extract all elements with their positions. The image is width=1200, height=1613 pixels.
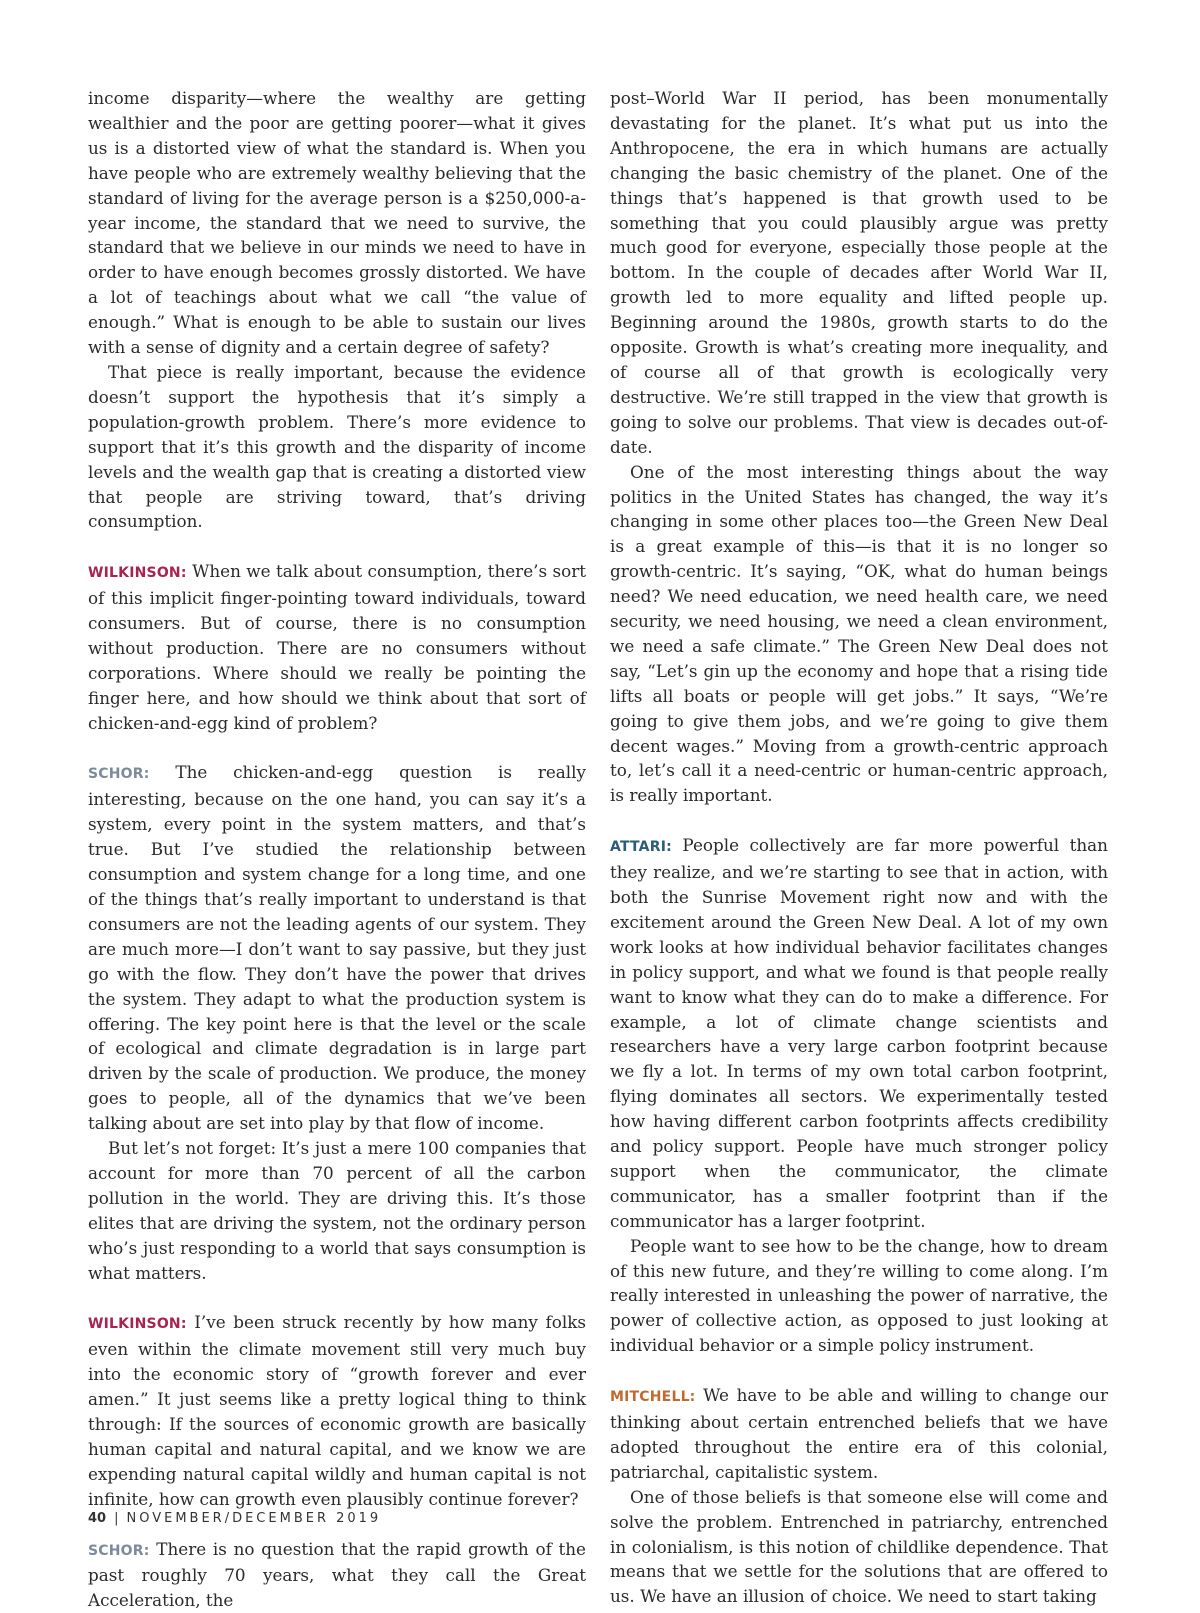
- paragraph: [88, 86, 586, 360]
- right-column: [610, 86, 1108, 1609]
- paragraph-text: That piece is really important, because the evidence doesn’t support the hypothesis that it’s simply a population-growth problem. There’s more evidence to support that it’s this growth and the disparity of income levels and the wealth gap that is creating a distorted view that people are striving toward, that’s driving consumption.: [88, 362, 586, 531]
- paragraph: [88, 1136, 586, 1285]
- issue-date: NOVEMBER/DECEMBER 2019: [126, 1511, 381, 1526]
- speaker-label-attari: ATTARI:: [610, 839, 672, 855]
- speech-paragraph: [610, 833, 1108, 1234]
- page-footer: [88, 1511, 381, 1526]
- paragraph: [610, 1485, 1108, 1610]
- speaker-label-wilkinson: WILKINSON:: [88, 1316, 187, 1332]
- paragraph-text: When we talk about consumption, there’s sort of this implicit finger-pointing toward individuals, toward consumers. But of course, there is no consumption without production. There are no consumers without corporations. Where should we really be pointing the finger here, and how should we think about that sort of chicken-and-egg kind of problem?: [88, 561, 586, 732]
- speaker-label-schor: SCHOR:: [88, 1543, 150, 1559]
- paragraph-text: People want to see how to be the change, how to dream of this new future, and they’re willing to come along. I’m really interested in unleashing the power of narrative, the power of collective action, as opposed to just looking at individual behavior or a simple policy instrument.: [610, 1236, 1108, 1356]
- paragraph-text: income disparity—where the wealthy are getting wealthier and the poor are getting poorer—what it gives us is a distorted view of what the standard is. When you have people who are extremely wealthy believing that the standard of living for the average person is a $250,000-a-year income, the standard that we need to survive, the standard that we believe in our minds we need to have in order to have enough becomes grossly distorted. We have a lot of teachings about what we call “the value of enough.” What is enough to be able to sustain our lives with a sense of dignity and a certain degree of safety?: [88, 88, 586, 357]
- paragraph-text: People collectively are far more powerful than they realize, and we’re starting to see that in action, with both the Sunrise Movement right now and with the excitement around the Green New Deal. A lot of my own work looks at how individual behavior facilitates changes in policy support, and what we found is that people really want to know what they can do to make a difference. For example, a lot of climate change scientists and researchers have a very large carbon footprint because we fly a lot. In terms of my own total carbon footprint, flying dominates all sectors. We experimentally tested how having different carbon footprints affects credibility and policy support. People have much stronger policy support when the communicator, the climate communicator, has a smaller footprint than if the communicator has a larger footprint.: [610, 835, 1108, 1231]
- paragraph: [610, 1234, 1108, 1359]
- page-number: 40: [88, 1511, 106, 1526]
- paragraph-text: There is no question that the rapid growth of the past roughly 70 years, what they call the Great Acceleration, the: [88, 1539, 586, 1611]
- paragraph: [610, 86, 1108, 460]
- speaker-label-mitchell: MITCHELL:: [610, 1389, 696, 1405]
- left-column: [88, 86, 586, 1613]
- paragraph: [610, 460, 1108, 809]
- footer-separator: |: [114, 1511, 118, 1526]
- paragraph-text: post–World War II period, has been monumentally devastating for the planet. It’s what put us into the Anthropocene, the era in which humans are actually changing the basic chemistry of the planet. One of the things that’s happened is that growth used to be something that you could plausibly argue was pretty much good for everyone, especially those people at the bottom. In the couple of decades after World War II, growth led to more equality and lifted people up. Beginning around the 1980s, growth starts to do the opposite. Growth is what’s creating more inequality, and of course all of that growth is ecologically very destructive. We’re still trapped in the view that growth is going to solve our problems. That view is decades out-of-date.: [610, 88, 1108, 457]
- speech-paragraph: [88, 1310, 586, 1511]
- speech-paragraph: [88, 559, 586, 735]
- paragraph-text: The chicken-and-egg question is really interesting, because on the one hand, you can say it’s a system, every point in the system matters, and that’s true. But I’ve studied the relationship between consumption and system change for a long time, and one of the things that’s really important to understand is that consumers are not the leading agents of our system. They are much more—I don’t want to say passive, but they just go with the flow. They don’t have the power that drives the system. They adapt to what the production system is offering. The key point here is that the level or the scale of ecological and climate degradation is in large part driven by the scale of production. We produce, the money goes to people, all of the dynamics that we’ve been talking about are set into play by that flow of income.: [88, 762, 586, 1133]
- paragraph-text: But let’s not forget: It’s just a mere 100 companies that account for more than 70 percent of all the carbon pollution in the world. They are driving this. It’s those elites that are driving the system, not the ordinary person who’s just responding to a world that says consumption is what matters.: [88, 1138, 586, 1283]
- speech-paragraph: [610, 1383, 1108, 1485]
- paragraph-text: I’ve been struck recently by how many folks even within the climate movement still very much buy into the economic story of “growth forever and ever amen.” It just seems like a pretty logical thing to think through: If the sources of economic growth are basically human capital and natural capital, and we know we are expending natural capital wildly and human capital is not infinite, how can growth even plausibly continue forever?: [88, 1312, 586, 1508]
- paragraph-text: We have to be able and willing to change our thinking about certain entrenched beliefs that we have adopted throughout the entire era of this colonial, patriarchal, capitalistic system.: [610, 1385, 1108, 1482]
- paragraph-text: One of the most interesting things about the way politics in the United States has changed, the way it’s changing in some other places too—the Green New Deal is a great example of this—is that it is no longer so growth-centric. It’s saying, “OK, what do human beings need? We need education, we need health care, we need security, we need housing, we need a clean environment, we need a safe climate.” The Green New Deal does not say, “Let’s gin up the economy and hope that a rising tide lifts all boats or people will get jobs.” It says, “We’re going to give them jobs, and we’re going to give them decent wages.” Moving from a growth-centric approach to, let’s call it a need-centric or human-centric approach, is really important.: [610, 462, 1108, 806]
- paragraph-text: One of those beliefs is that someone else will come and solve the problem. Entrenched in patriarchy, entrenched in colonialism, is this notion of childlike dependence. That means that we settle for the solutions that are offered to us. We have an illusion of choice. We need to start taking: [610, 1487, 1108, 1607]
- speaker-label-wilkinson: WILKINSON:: [88, 565, 187, 581]
- speech-paragraph: [88, 760, 586, 1136]
- paragraph: [88, 360, 586, 534]
- speaker-label-schor: SCHOR:: [88, 766, 150, 782]
